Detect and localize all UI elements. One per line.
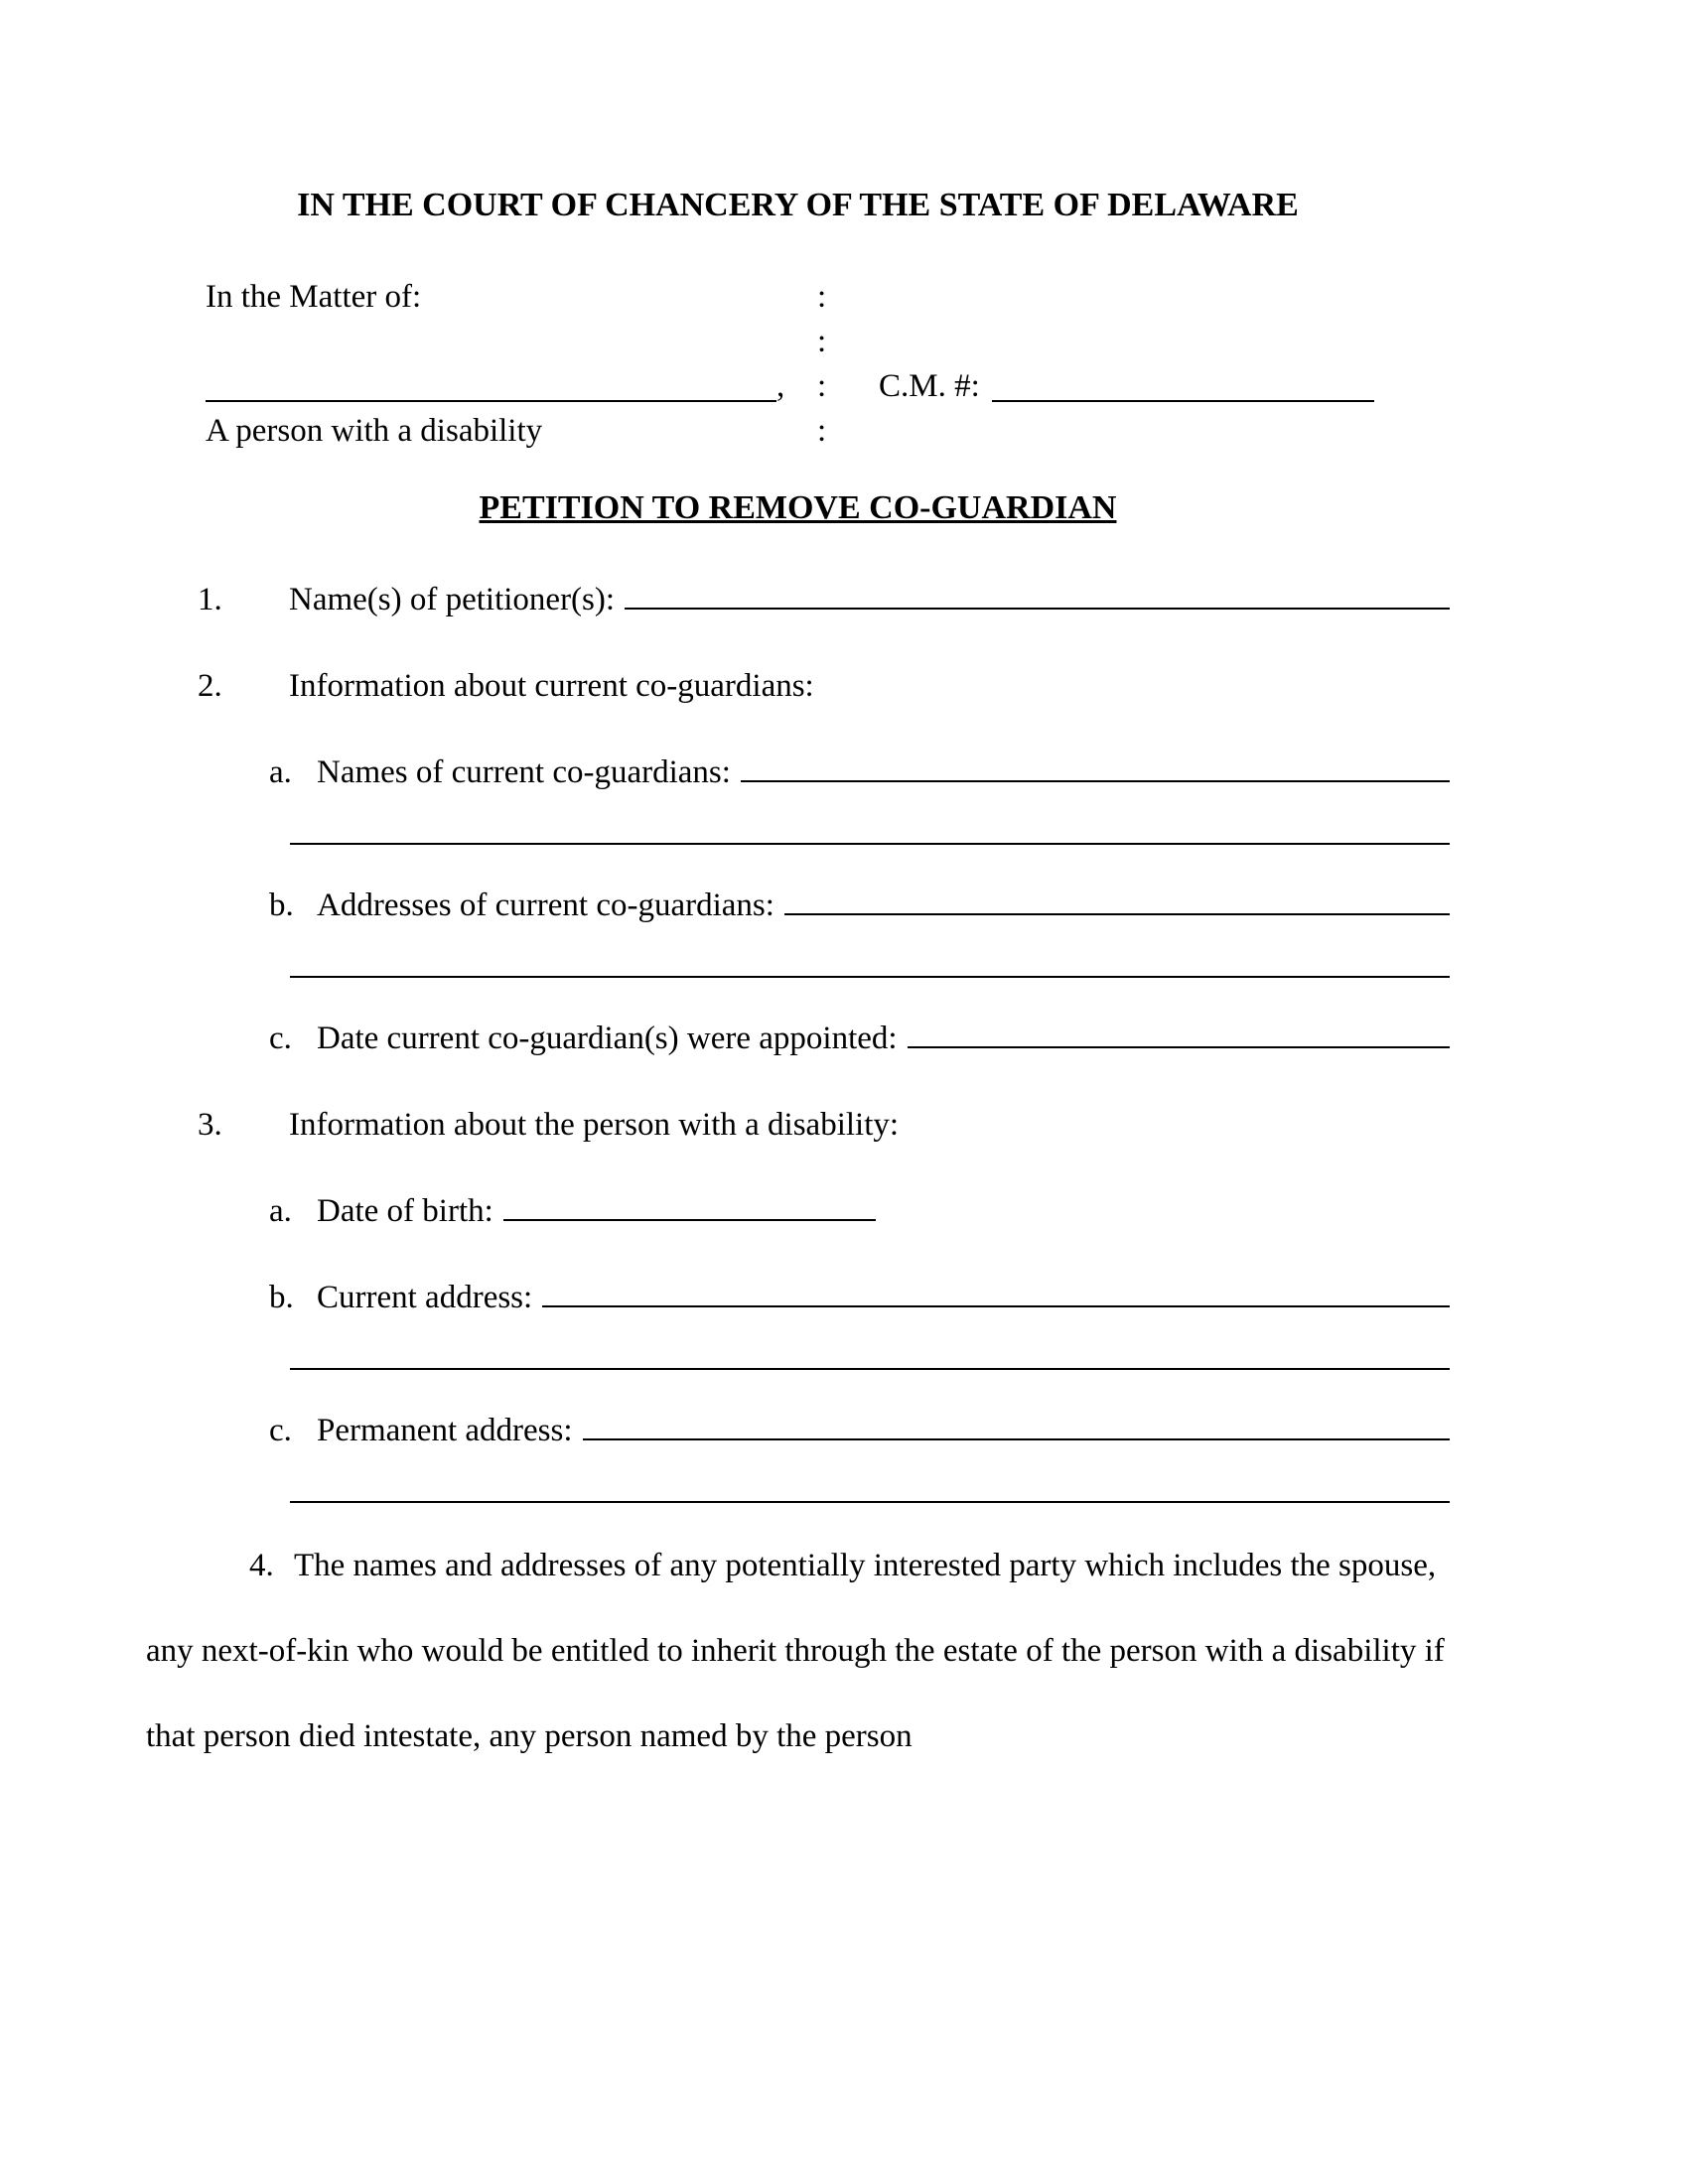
form-item-2a (146, 752, 1450, 792)
form-item-2b (146, 886, 1450, 925)
item-2a-label: Names of current co-guardians: (317, 754, 731, 790)
party-name-field[interactable] (206, 396, 776, 402)
item-3c-label: Permanent address: (317, 1413, 573, 1448)
cm-number-field[interactable] (992, 396, 1374, 402)
item-3-label: Information about the person with a disability: (289, 1107, 900, 1143)
appointment-date-field[interactable] (908, 1042, 1450, 1048)
form-item-3c (146, 1411, 1450, 1450)
form-item-1 (146, 580, 1450, 619)
item-4-text: The names and addresses of any potentially interested party which includes the spouse, any next-of-kin who would be entitled to inherit through the estate of the person with a disability if that person died intestate, any person named by the person (146, 1548, 1445, 1754)
item-1-number: 1. (198, 582, 222, 617)
item-3b-label: Current address: (317, 1280, 533, 1315)
caption-colon: : (817, 279, 827, 315)
item-2b-number: b. (269, 887, 294, 923)
form-item-4 (146, 1523, 1450, 1779)
item-2a-number: a. (269, 754, 292, 790)
item-3b-number: b. (269, 1280, 294, 1315)
item-2-number: 2. (198, 668, 222, 704)
coguardian-addresses-field-line2[interactable] (290, 972, 1450, 978)
item-1-label: Name(s) of petitioner(s): (289, 582, 616, 617)
item-4-number: 4. (249, 1548, 274, 1583)
item-2b-label: Addresses of current co-guardians: (317, 887, 774, 923)
permanent-address-field-line2[interactable] (290, 1497, 1450, 1503)
caption-colon: : (817, 324, 827, 359)
current-address-field[interactable] (542, 1301, 1450, 1307)
court-title: IN THE COURT OF CHANCERY OF THE STATE OF DELAWARE (297, 187, 1299, 223)
matter-label: In the Matter of: (206, 279, 422, 315)
coguardian-addresses-field[interactable] (784, 909, 1450, 915)
form-item-3a (146, 1191, 1450, 1231)
permanent-address-field[interactable] (583, 1434, 1450, 1440)
caption-colon: : (817, 413, 827, 449)
petitioner-names-field[interactable] (625, 604, 1450, 610)
form-item-2c (146, 1019, 1450, 1058)
caption-row-3 (146, 364, 1450, 409)
caption-row-4 (146, 409, 1450, 454)
caption-comma: , (776, 368, 785, 404)
item-2c-label: Date current co-guardian(s) were appointed: (317, 1021, 898, 1056)
caption-colon: : (817, 368, 827, 404)
party-name-line (146, 364, 817, 409)
party-descriptor: A person with a disability (206, 413, 543, 449)
form-item-3 (146, 1105, 1450, 1145)
form-item-2 (146, 666, 1450, 706)
item-3-number: 3. (198, 1107, 222, 1143)
current-address-field-line2[interactable] (290, 1364, 1450, 1370)
date-of-birth-field[interactable] (503, 1215, 876, 1221)
cm-number-line (847, 364, 1450, 409)
caption-row-2 (146, 320, 1450, 364)
item-3a-label: Date of birth: (317, 1193, 493, 1229)
petition-title: PETITION TO REMOVE CO-GUARDIAN (479, 489, 1117, 526)
case-caption (146, 275, 1450, 454)
item-2-label: Information about current co-guardians: (289, 668, 814, 704)
caption-row-1 (146, 275, 1450, 320)
form-item-3b (146, 1278, 1450, 1317)
item-3a-number: a. (269, 1193, 292, 1229)
item-3c-number: c. (269, 1413, 292, 1448)
coguardian-names-field[interactable] (741, 776, 1450, 782)
coguardian-names-field-line2[interactable] (290, 839, 1450, 845)
cm-number-label: C.M. #: (879, 368, 980, 404)
item-2c-number: c. (269, 1021, 292, 1056)
